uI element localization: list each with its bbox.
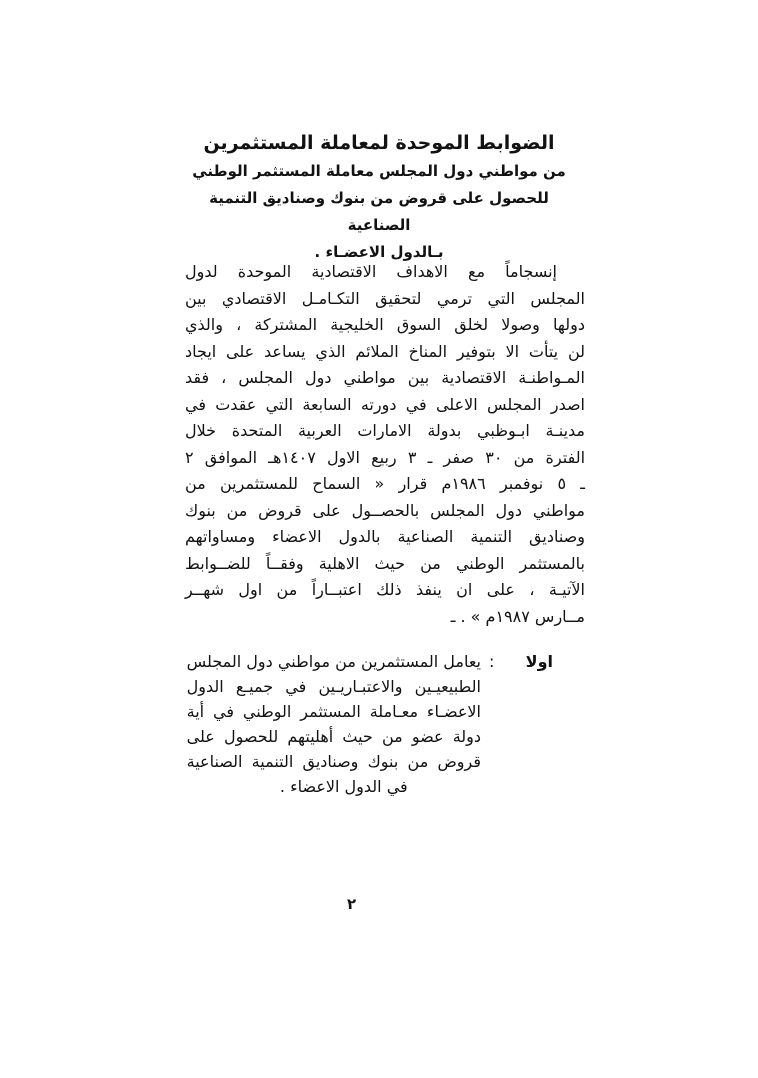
clause-body-line: الاعضـاء معـاملة المستثمر الوطني في أية [186, 702, 481, 721]
intro-line: المجلس التي ترمي لتحقيق التكـامـل الاقتصادي بين [185, 288, 585, 308]
document-title-block [178, 128, 580, 266]
intro-line: الآتيـة ، على ان ينفذ ذلك اعتبــاراً من اول شهــر [185, 580, 585, 599]
clause-first-body [187, 649, 481, 799]
clause-first-label [489, 649, 553, 674]
clause-body-line: الطبيعيـين والاعتبـاريـين في جميـع الدول [186, 677, 481, 696]
clause-label-separator: : [489, 652, 495, 671]
intro-line: مدينـة ابـوظبي بدولة الامارات العربية المتحدة خلال [185, 421, 585, 440]
clause-label-text: اولا [525, 652, 553, 671]
intro-line: ـ ٥ نوفمبر ١٩٨٦م قرار « السماح للمستثمرين من [185, 474, 585, 493]
intro-line: مواطني دول المجلس بالحصــول على قروض من بنوك [185, 500, 585, 520]
clause-body-line: دولة عضو من حيث أهليتهم للحصول على [186, 727, 481, 746]
page-number: ٢ [347, 895, 357, 913]
intro-line: دولها وصولا لخلق السوق الخليجية المشتركة ، والذي [185, 315, 585, 334]
title-line-sub-1: من مواطني دول المجلس معاملة المستثمر الوطني [192, 162, 566, 180]
intro-line: إنسجاماً مع الاهداف الاقتصادية الموحدة لدول [185, 262, 557, 281]
intro-line: بالمستثمر الوطني من حيث الاهلية وفقــاً للضــوابط [185, 553, 585, 573]
clause-body-line-last: في الدول الاعضاء . [279, 777, 408, 796]
title-line-sub-2: للحصول على قروض من بنوك وصناديق التنمية الصناعية [209, 189, 549, 234]
intro-paragraph [185, 259, 585, 630]
intro-line: المـواطنـة الاقتصادية بين مواطني دول المجلس ، فقد [185, 368, 585, 387]
clause-body-line: قروض من بنوك وصناديق التنمية الصناعية [186, 752, 481, 771]
intro-line: الفترة من ٣٠ صفر ـ ٣ ربيع الاول ١٤٠٧هـ الموافق ٢ [185, 447, 586, 467]
clause-first [186, 649, 553, 799]
intro-line: لن يتأت الا بتوفير المناخ الملائم الذي يساعد على ايجاد [185, 341, 585, 361]
intro-line: اصدر المجلس الاعلى في دورته السابعة التي عقدت في [185, 394, 585, 414]
title-line-sub-3: بـالدول الاعضـاء . [314, 243, 444, 261]
intro-line: وصناديق التنمية الصناعية بالدول الاعضاء ومساواتهم [185, 527, 585, 546]
title-line-main: الضوابط الموحدة لمعاملة المستثمرين [203, 132, 555, 154]
intro-line-last: مــارس ١٩٨٧م » . ـ [450, 606, 585, 626]
clause-body-line: يعامل المستثمرين من مواطني دول المجلس [186, 652, 481, 671]
